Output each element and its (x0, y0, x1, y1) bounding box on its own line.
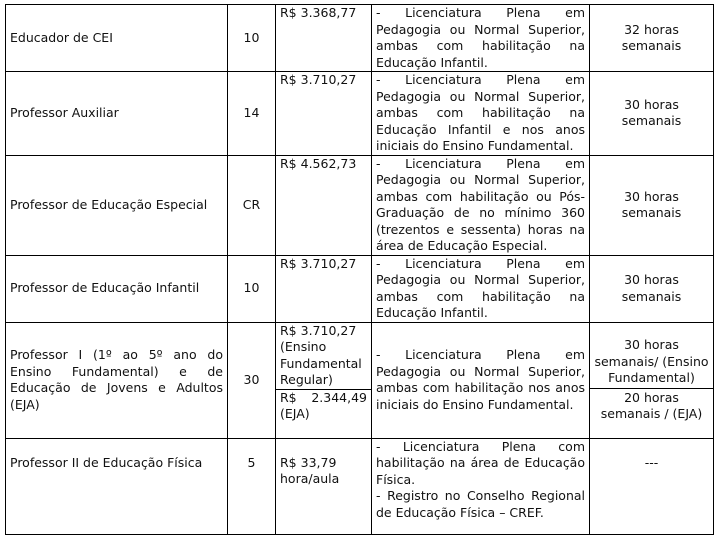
cargos-table (5, 4, 714, 535)
cargo-cell: Professor II de Educação Física (6, 438, 228, 534)
requisito-line: - Licenciatura Plena em Pedagogia ou Normal Superior, ambas com habilitação ou Pós-Graduação de no mínimo 360 (trezentos e sessenta) horas na área de Educação Especial. (376, 155, 585, 253)
requisito-line: - Licenciatura Plena em Pedagogia ou Normal Superior, ambas com habilitação na Educação Infantil. (376, 5, 585, 70)
requisitos-cell (372, 255, 590, 322)
requisitos-cell (372, 155, 590, 255)
cargo-cell: Professor I (1º ao 5º ano do Ensino Fundamental) e de Educação de Jovens e Adultos (EJA) (6, 322, 228, 438)
carga-regular: 30 horas semanais/ (Ensino Fundamental) (594, 337, 709, 386)
table-row (6, 5, 714, 72)
table-row (6, 155, 714, 255)
table-row (6, 322, 714, 438)
vagas-cell: CR (228, 155, 276, 255)
salario-cell: R$ 33,79 hora/aula (276, 438, 372, 534)
carga-cell: 30 horas semanais (590, 72, 714, 156)
salario-regular: R$ 3.710,27 (Ensino Fundamental Regular) (280, 322, 362, 387)
salario-eja: R$ 2.344,49 (EJA) (276, 389, 371, 423)
requisitos-cell (372, 5, 590, 72)
cargo-cell: Professor de Educação Especial (6, 155, 228, 255)
salario-cell: R$ 3.710,27 (276, 255, 372, 322)
requisito-line: - Licenciatura Plena com habilitação na área de Educação Física. (376, 438, 585, 487)
requisitos-cell (372, 72, 590, 156)
carga-cell: 30 horas semanais (590, 155, 714, 255)
requisito-line: - Licenciatura Plena em Pedagogia ou Normal Superior, ambas com habilitação na Educação Infantil. (376, 255, 585, 320)
carga-cell: 30 horas semanais (590, 255, 714, 322)
salario-cell: R$ 4.562,73 (276, 155, 372, 255)
requisito-line: - Registro no Conselho Regional de Educação Física – CREF. (376, 488, 585, 520)
requisitos-cell (372, 322, 590, 438)
vagas-cell: 10 (228, 5, 276, 72)
carga-cell: 32 horas semanais (590, 5, 714, 72)
salario-cell: R$ 3.368,77 (276, 5, 372, 72)
cargo-cell: Professor de Educação Infantil (6, 255, 228, 322)
carga-cell: --- (590, 438, 714, 534)
cargo-cell: Educador de CEI (6, 5, 228, 72)
vagas-cell: 14 (228, 72, 276, 156)
vagas-cell: 10 (228, 255, 276, 322)
vagas-cell: 5 (228, 438, 276, 534)
requisito-line: - Licenciatura Plena em Pedagogia ou Normal Superior, ambas com habilitação na Educação Infantil e nos anos iniciais do Ensino Fundamental. (376, 72, 585, 153)
table-row (6, 72, 714, 156)
carga-split-cell (590, 322, 714, 438)
salario-split-cell (276, 322, 372, 438)
carga-eja: 20 horas semanais / (EJA) (590, 388, 713, 424)
requisito-line: - Licenciatura Plena em Pedagogia ou Normal Superior, ambas com habilitação nos anos iniciais do Ensino Fundamental. (376, 347, 585, 412)
table-row (6, 255, 714, 322)
cargo-cell: Professor Auxiliar (6, 72, 228, 156)
table-row (6, 438, 714, 534)
vagas-cell: 30 (228, 322, 276, 438)
requisitos-cell (372, 438, 590, 534)
salario-cell: R$ 3.710,27 (276, 72, 372, 156)
